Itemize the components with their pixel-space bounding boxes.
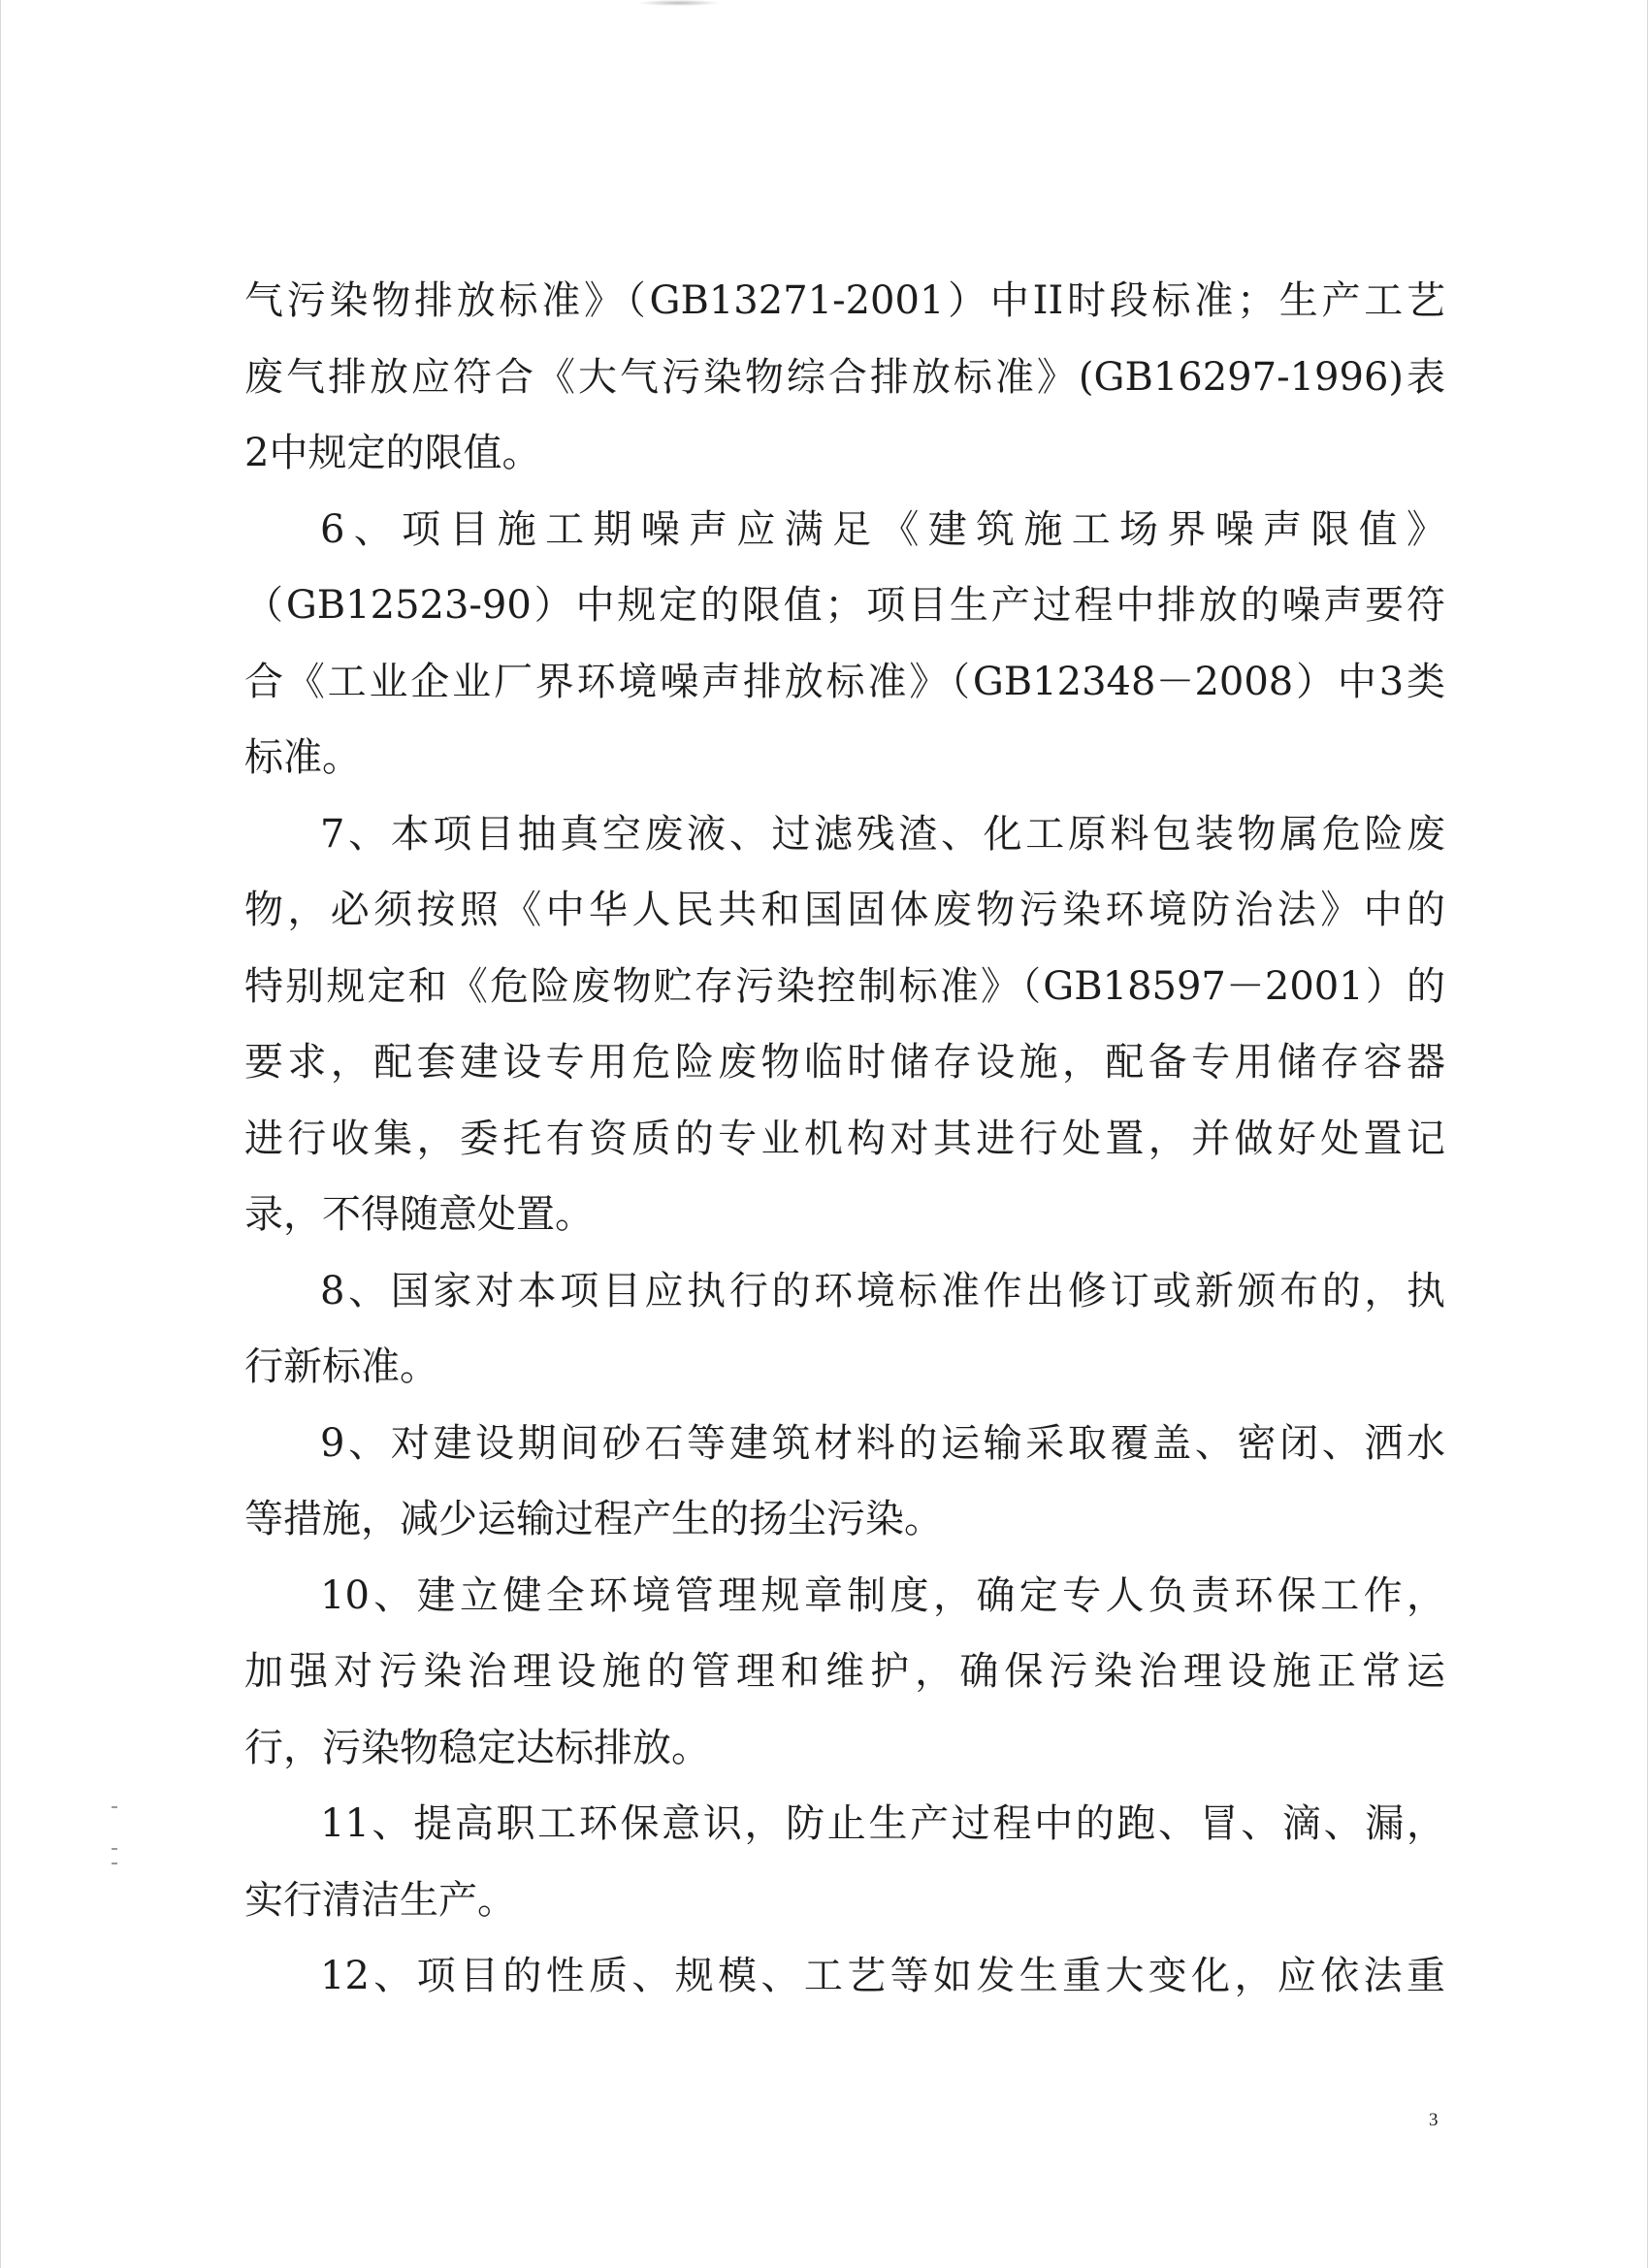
scan-edge-right (1647, 0, 1648, 2268)
paragraph-start-6: 6、项目施工期噪声应满足《建筑施工场界噪声限值》 (320, 507, 1445, 551)
paragraph-start-10: 10、建立健全环境管理规章制度，确定专人负责环保工作， (320, 1573, 1445, 1617)
text-line: 录，不得随意处置。 (244, 1193, 594, 1236)
text-line: 特别规定和《危险废物贮存污染控制标准》（GB18597－2001）的 (244, 964, 1445, 1008)
paragraph-start-9: 9、对建设期间砂石等建筑材料的运输采取覆盖、密闭、洒水 (320, 1421, 1445, 1465)
text-line: 实行清洁生产。 (244, 1878, 516, 1922)
text-line: 气污染物排放标准》（GB13271-2001）中II时段标准；生产工艺 (244, 279, 1445, 322)
text-line: 合《工业企业厂界环境噪声排放标准》（GB12348－2008）中3类 (244, 660, 1445, 703)
page-number: 3 (1429, 2110, 1439, 2130)
text-line: 进行收集，委托有资质的专业机构对其进行处置，并做好处置记 (244, 1117, 1445, 1160)
margin-mark (112, 1806, 117, 1808)
text-line: （GB12523-90）中规定的限值；项目生产过程中排放的噪声要符 (244, 584, 1445, 627)
text-line: 等措施，减少运输过程产生的扬尘污染。 (244, 1498, 943, 1540)
margin-mark (112, 1863, 117, 1864)
text-line: 加强对污染治理设施的管理和维护，确保污染治理设施正常运 (244, 1650, 1445, 1693)
text-line: 标准。 (244, 736, 361, 779)
scan-smudge (640, 0, 718, 6)
paragraph-start-7: 7、本项目抽真空废液、过滤残渣、化工原料包装物属危险废 (320, 812, 1445, 856)
text-line: 废气排放应符合《大气污染物综合排放标准》(GB16297-1996)表 (244, 355, 1445, 399)
text-line: 2中规定的限值。 (244, 432, 541, 474)
text-line: 物，必须按照《中华人民共和国固体废物污染环境防治法》中的 (244, 889, 1445, 931)
text-line: 行新标准。 (244, 1345, 438, 1388)
scan-edge-left (0, 0, 1, 2268)
document-body (244, 279, 1445, 2031)
margin-mark (112, 1848, 117, 1850)
paragraph-start-11: 11、提高职工环保意识，防止生产过程中的跑、冒、滴、漏， (320, 1802, 1445, 1845)
paragraph-start-12: 12、项目的性质、规模、工艺等如发生重大变化，应依法重 (320, 1955, 1445, 1997)
text-line: 行，污染物稳定达标排放。 (244, 1726, 710, 1769)
paragraph-start-8: 8、国家对本项目应执行的环境标准作出修订或新颁布的，执 (320, 1269, 1445, 1312)
text-line: 要求，配套建设专用危险废物临时储存设施，配备专用储存容器 (244, 1041, 1445, 1084)
